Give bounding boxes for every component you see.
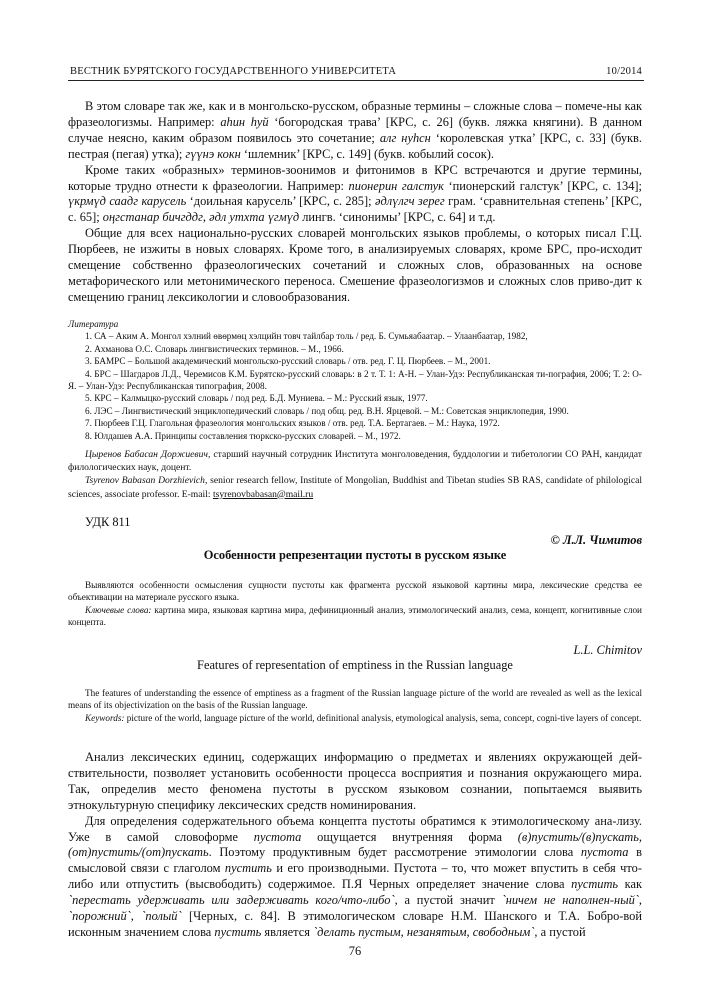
udk: УДК 811 <box>85 515 131 529</box>
body-paragraph: Для определения содержательного объема концепта пустоты обратимся к этимологическому ана-лизу. Уже в самой словоформе пустота ощущается внутренняя форма (в)пустить/(в)пускать, (от)пустить/(от)пускать. Поэтому продуктивным будет рассмотрение этимологии слова пустота в смысловой связи с глаголом пустить и его производными. Пустота – то, что может впустить в себя что-либо или отпустить (высвободить) содержимое. П.Я Черных определяет значение слова пустить как `перестать удерживать или задерживать кого/что-либо`, а пустой значит `ничем не наполнен-ный`, `порожний`, `полый` [Черных, с. 84]. В этимологическом словаре Н.М. Шанского и Т.А. Бобро-вой исконным значением слова пустить является `делать пустым, незанятым, свободным`, а пустой <box>68 813 643 939</box>
author-ru: © Л.Л. Чимитов <box>550 533 642 547</box>
abstract-en <box>68 687 642 724</box>
literature-item: 5. КРС – Калмыцко-русский словарь / под ред. Б.Д. Муниева. – М.: Русский язык, 1977. <box>85 393 428 404</box>
abstract-en-text: The features of understanding the essence of emptiness as a fragment of the Russian language picture of the world are revealed as well as the lexical means of its objectivization on the basis of the Russian language. <box>68 688 642 711</box>
literature-item: 3. БАМРС – Большой академический монгольско-русский словарь / отв. ред. Г. Ц. Пюрбеев. – М., 2001. <box>85 356 491 367</box>
literature-item: 7. Пюрбеев Г.Ц. Глагольная фразеология монгольских языков / отв. ред. Т.А. Бертагаев. – М.: Наука, 1972. <box>85 418 500 429</box>
literature-item: 6. ЛЭС – Лингвистический энциклопедический словарь / под общ. ред. В.Н. Ярцевой. – М.: Советская энциклопедия, 1990. <box>85 405 569 416</box>
email-link[interactable]: tsyrenovbabasan@mail.ru <box>212 488 314 500</box>
journal-title: ВЕСТНИК БУРЯТСКОГО ГОСУДАРСТВЕННОГО УНИВЕРСИТЕТА <box>70 66 397 77</box>
intro-paragraph: Общие для всех национально-русских словарей монгольских языков проблемы, о которых писал Г.Ц. Пюрбеев, не изжиты в новых словарях. Кроме того, в анализируемых словарях, кроме БРС, про-исходит смещение собственно фразеологических сочетаний и сложных слов, образованных на основе метафорического или метонимического переноса. Смешение фразеологизмов и сложных слов приво-дит к смещению границ лексикологии и словообразования. <box>68 226 642 304</box>
running-header <box>68 64 644 81</box>
article-title-en: Features of representation of emptiness in the Russian language <box>197 658 513 672</box>
keywords-ru: Ключевые слова: картина мира, языковая картина мира, дефиниционный анализ, этимологический анализ, сема, концепт, когнитивные слои концепта. <box>68 604 642 628</box>
keywords-en: Keywords: picture of the world, language picture of the world, definitional analysis, etymological analysis, sema, concept, cogni-tive layers of concept. <box>85 712 642 723</box>
abstract-ru-text: Выявляются особенности осмысления сущности пустоты как фрагмента русской языковой картины мира, лексические средства ее объективации на материале русского языка. <box>68 580 642 603</box>
intro-paragraph: В этом словаре так же, как и в монгольско-русском, образные термины – сложные слова – помече-ны как фразеологизмы. Например: аһин һуй ‘богородская трава’ [КРС, с. 26] (букв. ляжка княгини). В данном случае неясно, каким образом появилось это сочетание; алг нуһсн ‘королевская утка’ [КРС, с. 33] (букв. пестрая (пегая) утка); гүүнэ кокн ‘шлемник’ [КРС, с. 149] (букв. кобылий сосок). <box>68 99 643 161</box>
issue-number: 10/2014 <box>606 66 642 77</box>
body-paragraph: Анализ лексических единиц, содержащих информацию о предметах и явлениях окружающей дей-ствительности, позволяет установить особенности процесса восприятия и познания окружающего мира. Так, определив место феномена пустоты в русском языковом сознании, попытаемся выявить этнокультурную специфику лексических средств номинирования. <box>68 750 642 812</box>
literature-item: 2. Ахманова О.С. Словарь лингвистических терминов. – М., 1966. <box>85 343 344 354</box>
author-info <box>68 448 642 501</box>
literature-item: 4. БРС – Шагдаров Л.Д., Черемисов К.М. Бурятско-русский словарь: в 2 т. Т. 1: А-Н. – Улан-Удэ: Республиканская ти-пография, 2006; Т. 2: О-Я. – Улан-Удэ: Республиканская типография, 2008. <box>68 368 642 392</box>
author-en: L.L. Chimitov <box>573 643 642 657</box>
literature-item: 1. СА – Аким А. Монгол хэлний өвөрмөц хэлцийн товч тайлбар толь / ред. Б. Сумьяабаатар. – Улаанбаатар, 1982, <box>85 331 528 342</box>
abstract-ru <box>68 579 642 629</box>
literature-list <box>68 318 642 442</box>
author-info-en: Tsyrenov Babasan Dorzhievich, senior research fellow, Institute of Mongolian, Buddhist and Tibetan studies SB RAS, candidate of philological sciences, associate professor. E-mail: tsyrenovbabasan@mail.ru <box>68 475 642 500</box>
literature-item: 8. Юлдашев А.А. Принципы составления тюркско-русских словарей. – М., 1972. <box>85 430 401 441</box>
article-body <box>68 750 642 941</box>
page-number: 76 <box>348 944 362 958</box>
author-info-ru: Цыренов Бабасан Доржиевич, старший научный сотрудник Института монголоведения, буддологии и тибетологии СО РАН, кандидат филологических наук, доцент. <box>68 449 642 474</box>
article-title-ru: Особенности репрезентации пустоты в русском языке <box>203 548 507 562</box>
intro-paragraph: Кроме таких «образных» терминов-зоонимов и фитонимов в КРС встречаются и другие термины, которые трудно отнести к фразеологии. Например: пионерин галстук ‘пионерский галстук’ [КРС, с. 134]; үкрмүд саадг карусель ‘доильная карусель’ [КРС, с. 285]; әдлүлгч зерег грам. ‘сравнительная степень’ [КРС, с. 65]; оңгстанар бичгддг, әдл утхта үгмүд лингв. ‘синонимы’ [КРС, с. 64] и т.д. <box>68 162 642 225</box>
intro-section <box>68 99 642 306</box>
literature-title: Литература <box>68 319 119 329</box>
